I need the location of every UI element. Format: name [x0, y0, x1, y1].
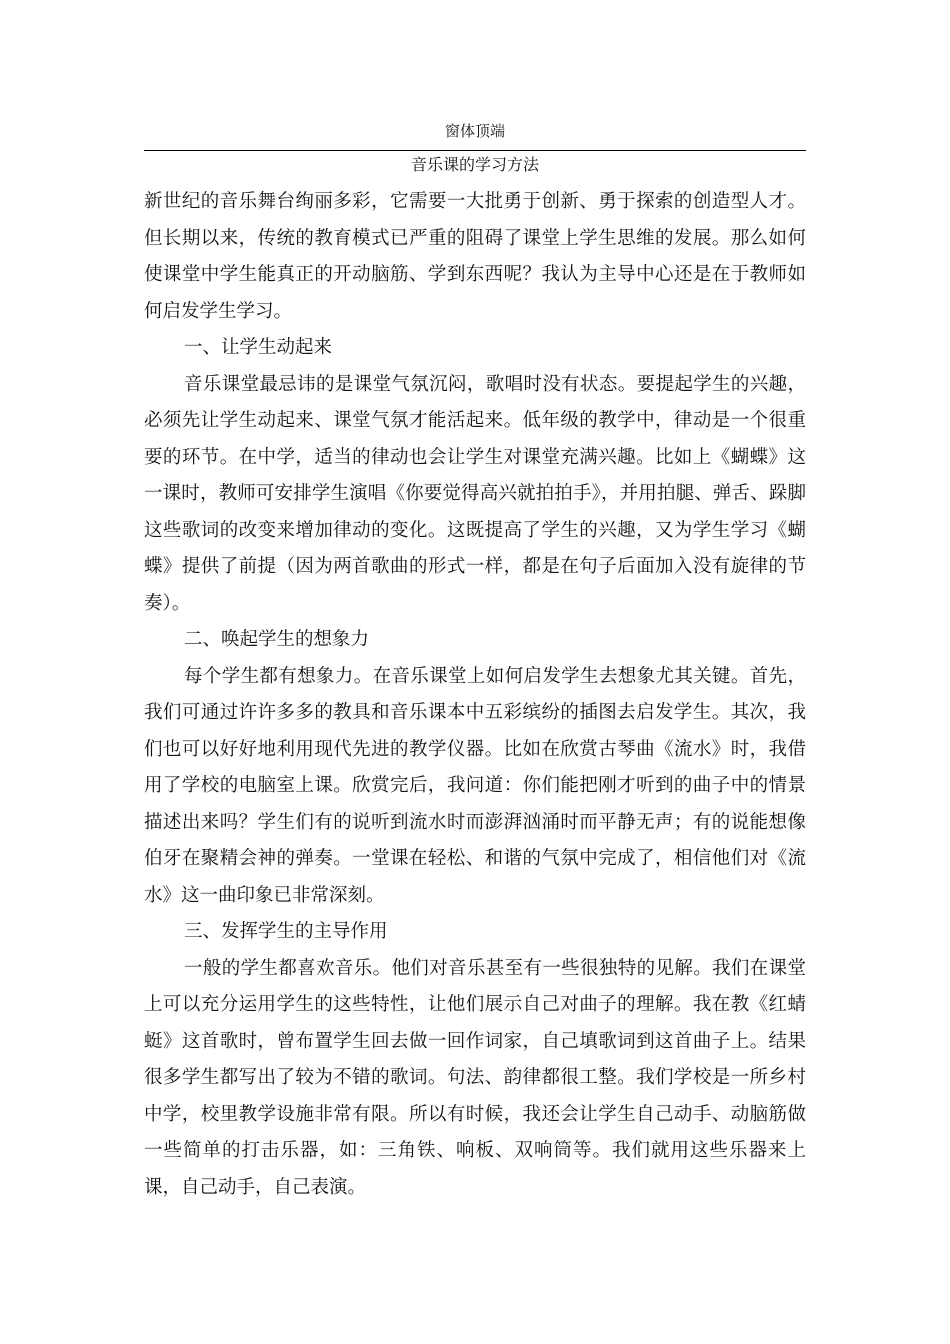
section-heading-1: 一、让学生动起来 — [184, 337, 333, 358]
section-heading-2: 二、唤起学生的想象力 — [184, 629, 370, 650]
section-paragraph-3: 一般的学生都喜欢音乐。他们对音乐甚至有一些很独特的见解。我们在课堂上可以充分运用学生的这些特性，让他们展示自己对曲子的理解。我在教《红蜻蜓》这首歌时，曾布置学生回去做一回作词家，自己填歌词到这首曲子上。结果很多学生都写出了较为不错的歌词。句法、韵律都很工整。我们学校是一所乡村中学，校里教学设施非常有限。所以有时候，我还会让学生自己动手、动脑筋做一些简单的打击乐器，如：三角铁、响板、双响筒等。我们就用这些乐器来上课，自己动手，自己表演。 — [144, 957, 806, 1198]
form-top-divider — [144, 150, 806, 151]
intro-paragraph: 新世纪的音乐舞台绚丽多彩，它需要一大批勇于创新、勇于探索的创造型人才。但长期以来，传统的教育模式已严重的阻碍了课堂上学生思维的发展。那么如何使课堂中学生能真正的开动脑筋、学到东西呢？我认为主导中心还是在于教师如何启发学生学习。 — [144, 191, 806, 322]
section-paragraph-1: 音乐课堂最忌讳的是课堂气氛沉闷，歌唱时没有状态。要提起学生的兴趣，必须先让学生动起来、课堂气氛才能活起来。低年级的教学中，律动是一个很重要的环节。在中学，适当的律动也会让学生对课堂充满兴趣。比如上《蝴蝶》这一课时，教师可安排学生演唱《你要觉得高兴就拍拍手》，并用拍腿、弹舌、跺脚这些歌词的改变来增加律动的变化。这既提高了学生的兴趣，又为学生学习《蝴蝶》提供了前提（因为两首歌曲的形式一样，都是在句子后面加入没有旋律的节奏）。 — [144, 373, 806, 614]
section-paragraph-2: 每个学生都有想象力。在音乐课堂上如何启发学生去想象尤其关键。首先，我们可通过许许多多的教具和音乐课本中五彩缤纷的插图去启发学生。其次，我们也可以好好地利用现代先进的教学仪器。比如在欣赏古琴曲《流水》时，我借用了学校的电脑室上课。欣赏完后，我问道：你们能把刚才听到的曲子中的情景描述出来吗？学生们有的说听到流水时而澎湃汹涌时而平静无声；有的说能想像伯牙在聚精会神的弹奏。一堂课在轻松、和谐的气氛中完成了，相信他们对《流水》这一曲印象已非常深刻。 — [144, 665, 806, 906]
form-top-label: 窗体顶端 — [444, 122, 505, 140]
section-heading-3: 三、发挥学生的主导作用 — [184, 921, 388, 942]
document-body — [144, 184, 806, 1206]
document-title: 音乐课的学习方法 — [410, 155, 539, 174]
